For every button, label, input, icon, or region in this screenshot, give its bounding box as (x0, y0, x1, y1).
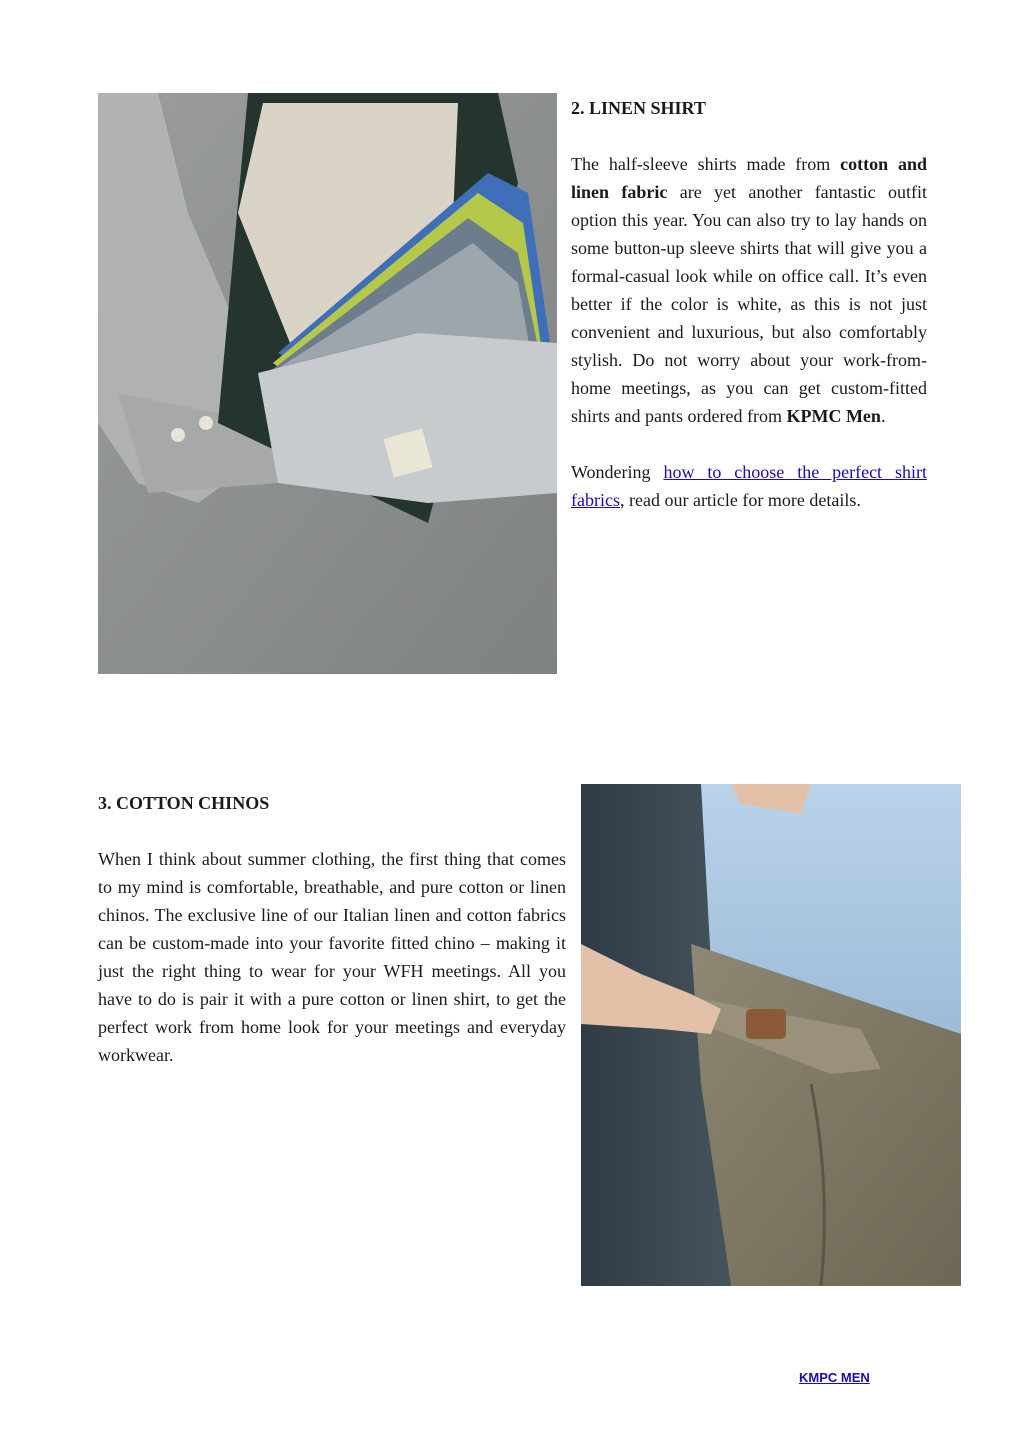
text-run: . (880, 406, 886, 426)
text-run: , read our article for more details. (619, 490, 861, 510)
linen-shirt-section (571, 94, 927, 542)
fabric-article-paragraph (571, 458, 927, 514)
linen-shirt-photo (98, 93, 557, 674)
shirt-fabrics-article-link[interactable]: how to choose the perfect shirt fabrics (571, 462, 927, 510)
section-heading-cotton-chinos: 3. COTTON CHINOS (98, 793, 270, 813)
cotton-chinos-paragraph: When I think about summer clothing, the first thing that comes to my mind is comfortable, breathable, and pure cotton or linen chinos. The exclusive line of our Italian linen and cotton fabrics can be custom-made into your favorite fitted chino – making it just the right thing to wear for your WFH meetings. All you have to do is pair it with a pure cotton or linen shirt, to get the perfect work from home look for your meetings and everyday workwear. (98, 849, 566, 1065)
footer-brand-link[interactable]: KMPC MEN (799, 1370, 870, 1385)
linen-shirt-paragraph (571, 150, 927, 430)
bold-text: cotton and linen fabric (571, 154, 927, 202)
brand-name: KPMC Men (786, 406, 881, 426)
cotton-chinos-photo (581, 784, 961, 1286)
text-run: Wondering (571, 462, 664, 482)
text-run: are yet another fantastic outfit option this year. You can also try to lay hands on some button-up sleeve shirts that will give you a formal-casual look while on office call. It’s even better if the color is white, as this is not just convenient and luxurious, but also comfortably stylish. Do not worry about your work-from-home meetings, as you can get custom-fitted shirts and pants ordered from (571, 182, 928, 426)
section-heading-linen-shirt: 2. LINEN SHIRT (571, 98, 706, 118)
text-run: The half-sleeve shirts made from (571, 154, 841, 174)
cotton-chinos-section (98, 789, 566, 1097)
